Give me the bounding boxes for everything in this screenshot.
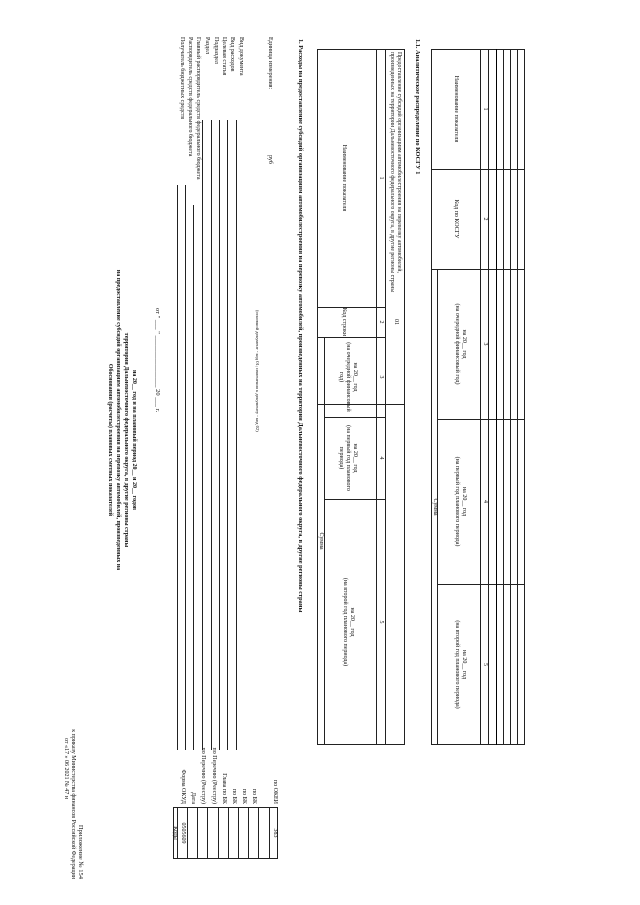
field-line-4[interactable] bbox=[211, 120, 212, 750]
table2-year2 bbox=[440, 419, 480, 584]
unit-value: руб bbox=[267, 155, 273, 164]
field-label-4: Подраздел bbox=[213, 37, 219, 64]
codes-value-9[interactable]: 383 bbox=[272, 828, 279, 838]
field-line-7[interactable] bbox=[236, 120, 237, 750]
section1-title: 1. Расходы на предоставление субсидий организациям автомобилестроения на перевозку автомобилей, произведенных на территории Дальневосточного федерального округа, в другие регионы страны bbox=[297, 39, 304, 613]
codes-label-0: Форма ОКУД bbox=[180, 769, 186, 804]
table2-col-sum: Сумма bbox=[432, 498, 438, 516]
table2-num-2: 2 bbox=[482, 217, 488, 221]
table1-year3 bbox=[326, 499, 370, 745]
table2-num-1: 1 bbox=[482, 107, 488, 111]
table1-year3-line2: (на второй год планового периода) bbox=[342, 577, 348, 667]
table1-num-3: 3 bbox=[378, 375, 385, 379]
codes-label-9: по ОКЕИ bbox=[271, 779, 278, 804]
table1-num-2: 2 bbox=[378, 320, 385, 324]
field-label-3: Раздел bbox=[204, 37, 210, 54]
table2-num-4: 4 bbox=[482, 500, 488, 503]
table2-col-name: Наименование показателя bbox=[453, 75, 459, 143]
codes-header: Коды bbox=[172, 826, 178, 840]
codes-label-6: по БК bbox=[241, 788, 248, 804]
field-label-8: Единица измерения: bbox=[267, 37, 273, 90]
table1-year2-line2: (на первый год планового периода) bbox=[338, 425, 352, 491]
doc-title-line4: на 20__ год и на плановый период 20__ и 20__ годов bbox=[131, 369, 137, 511]
table2-num-3: 3 bbox=[482, 342, 488, 346]
section11-title: 1.1. Аналитическое распределение по КОСГУ 1 bbox=[414, 39, 421, 175]
table2-year2-line2: (на первый год планового периода) bbox=[454, 456, 460, 547]
appendix-order-line: к приказу Министерства финансов Российской Федерации bbox=[70, 729, 76, 879]
table1-num-4: 4 bbox=[378, 456, 385, 460]
codes-label-5: по БК bbox=[231, 788, 237, 804]
doc-title-line1: Обоснования (расчеты) плановых сметных показателей bbox=[107, 363, 113, 517]
appendix-title: Приложение № 154 bbox=[77, 824, 84, 879]
table2-year3-line2: (на второй год планового периода) bbox=[454, 620, 460, 709]
table2-year3 bbox=[440, 584, 480, 745]
field-label-5: Целевая статья bbox=[221, 37, 227, 76]
codes-label-4: Глава по БК bbox=[220, 773, 227, 804]
table1-col-sum: Сумма bbox=[318, 532, 325, 550]
table1-year3-line1: на 20__ год bbox=[349, 607, 355, 637]
codes-label-7: по БК bbox=[251, 788, 258, 804]
table2-num-5: 5 bbox=[482, 663, 488, 666]
date-blank: от " ___ " ________________ 20 ___ г. bbox=[154, 308, 161, 413]
table2-col-kosgu: Код по КОСГУ bbox=[453, 199, 459, 239]
field-line-6[interactable] bbox=[227, 120, 228, 750]
table1-year2-line1: на 20__ год bbox=[352, 443, 359, 473]
codes-value-0[interactable]: 0505609 bbox=[180, 822, 187, 844]
field-label-2: Главный распорядитель средств федерального бюджета bbox=[195, 37, 201, 180]
field-line-3[interactable] bbox=[202, 120, 203, 750]
table1-year1-line1: на 20__ год bbox=[352, 362, 359, 392]
appendix-date-line: от «17 » 06 2021 № 47 н bbox=[63, 738, 69, 799]
table2-year1 bbox=[440, 269, 480, 419]
doc-title-line3: территории Дальневосточного федерального округа, в другие регионы страны bbox=[123, 332, 129, 548]
table1-row-code: 01 bbox=[393, 319, 399, 325]
field-label-0: Получатель бюджетных средств bbox=[179, 37, 185, 120]
table1-col-name: Наименование показателя bbox=[341, 144, 348, 212]
field-line-0[interactable] bbox=[177, 185, 178, 750]
codes-label-2: по Перечню (Реестру) bbox=[200, 747, 207, 804]
doc-type-hint: (основной документ - код 01; изменения к документу - код 02) bbox=[255, 310, 260, 432]
table2-year2-line1: на 20__ год bbox=[461, 486, 467, 517]
field-line-1[interactable] bbox=[185, 185, 186, 750]
table1-num-5: 5 bbox=[378, 620, 385, 624]
table1-year1-line2: (на очередной финансовый год) bbox=[338, 342, 352, 412]
codes-label-1: Дата bbox=[190, 792, 197, 804]
field-label-6: Вид расходов bbox=[229, 37, 235, 72]
doc-title-line2: на предоставление субсидий организациям автомобилестроения на перевозку автомобилей, произведенных на bbox=[115, 269, 121, 571]
table1-col-code: Код строки bbox=[341, 307, 348, 337]
field-line-5[interactable] bbox=[219, 120, 220, 750]
field-label-1: Распорядитель средств федерального бюджета bbox=[187, 37, 193, 157]
table1-row-name: Предоставление субсидий организациям автомобилестроения на перевозку автомобилей, произведенных на территории Дальневосточного федерального округа, в другие регионы страны bbox=[389, 52, 403, 293]
table1-year2 bbox=[326, 417, 370, 499]
table1-row-val3[interactable] bbox=[386, 499, 405, 745]
field-line-2[interactable] bbox=[193, 205, 194, 750]
field-label-7: Вид документа bbox=[238, 37, 244, 76]
table1-year1 bbox=[326, 337, 370, 417]
table1-row-val1[interactable] bbox=[386, 337, 405, 417]
table2-year2-line1b: на 20__ год bbox=[461, 649, 467, 680]
table1-num-1: 1 bbox=[378, 176, 385, 180]
codes-label-3: по Перечню (Реестру) bbox=[210, 747, 217, 804]
table1-row-val2[interactable] bbox=[386, 417, 405, 499]
table2-year1-line2: (на очередной финансовый год) bbox=[454, 303, 460, 385]
table2-year1-line1: на 20__ год bbox=[461, 329, 467, 359]
